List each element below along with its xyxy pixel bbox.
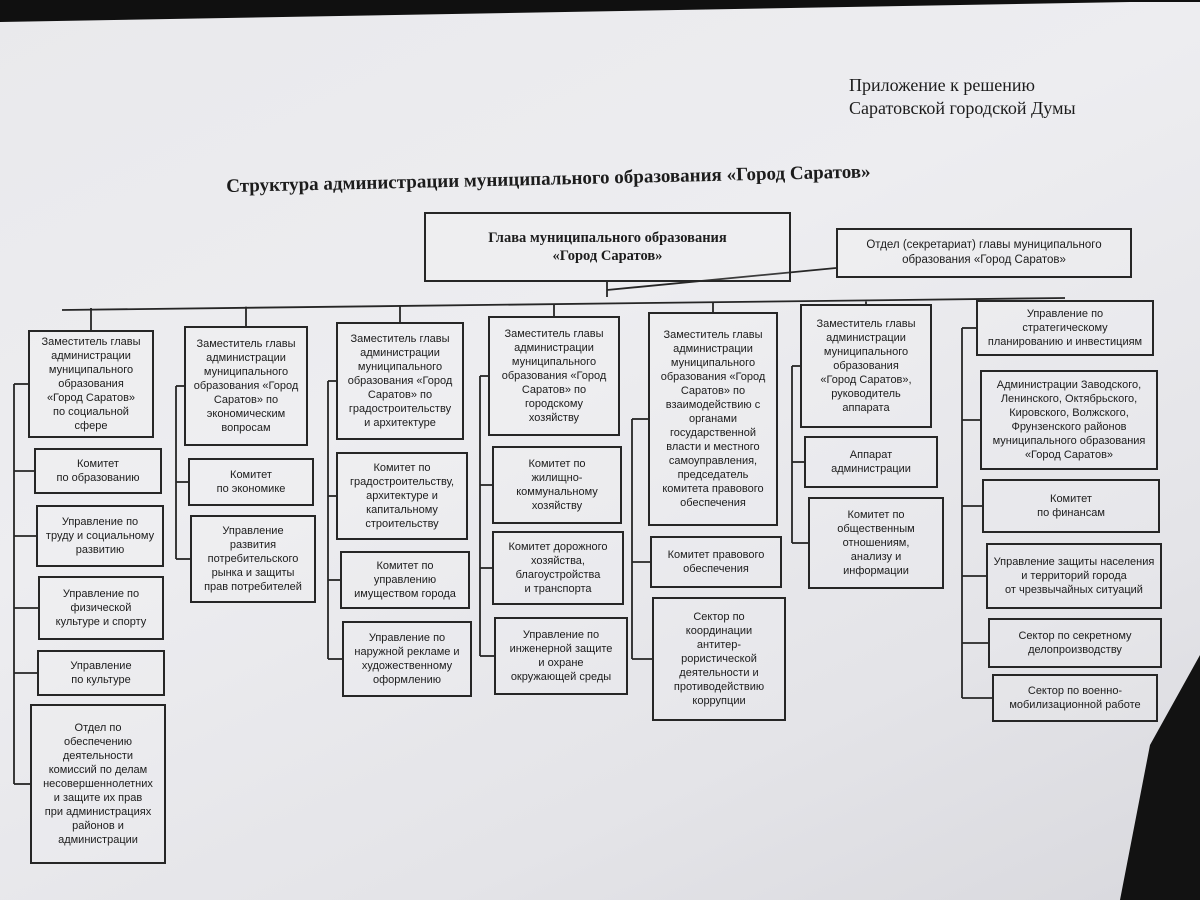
box-text-line: обеспечению	[64, 736, 132, 748]
box-text-line: Сектор по военно-	[1027, 685, 1123, 697]
deputy-box-6	[800, 304, 932, 428]
box-text-line: коммунальному	[516, 486, 598, 498]
head-line-1: Глава муниципального образования	[488, 230, 727, 246]
box-text-line: деятельности	[62, 750, 134, 762]
box-text-line: Кировского, Волжского,	[1009, 407, 1129, 419]
box-text-line: окружающей среды	[510, 671, 612, 683]
box-text-line: общественным	[837, 523, 915, 535]
box-text-line: аппарата	[842, 402, 890, 414]
deputy-box-5	[648, 312, 778, 526]
box-text-line: по образованию	[56, 472, 140, 484]
deputy-box-2	[184, 326, 308, 446]
document-title: Структура администрации муниципального образования «Город Саратов»	[226, 161, 871, 197]
box-text-line: администрации	[58, 834, 138, 846]
box-text-line: председатель	[677, 469, 749, 481]
box-text-line: «Город Саратов»	[46, 392, 136, 404]
box-text-line: информации	[843, 565, 909, 577]
box-text-line: органами	[688, 413, 737, 425]
deputy-box-1	[28, 330, 154, 438]
box-text-line: Заместитель главы	[41, 336, 141, 348]
box-text-line: Сектор по	[693, 611, 745, 623]
box-text-line: обеспечения	[683, 563, 749, 575]
box-text-line: обеспечения	[680, 497, 746, 509]
box-text-line: «Город Саратов»,	[820, 374, 912, 386]
unit-box-6-1	[804, 436, 938, 488]
box-text-line: Администрации Заводского,	[996, 379, 1142, 391]
box-text-line: муниципального	[357, 361, 443, 373]
box-text-line: капитальному	[366, 504, 438, 516]
unit-box-3-1	[336, 452, 468, 540]
box-text-line: противодействию	[673, 681, 765, 693]
box-text-line: градостроительству	[348, 403, 452, 415]
unit-box-1-3	[38, 576, 164, 640]
box-text-line: градостроительству,	[349, 476, 455, 488]
unit-box-2-2	[190, 515, 316, 603]
unit-box-7-3	[986, 543, 1162, 609]
box-text-line: потребительского	[207, 553, 299, 565]
box-text-line: Фрунзенского районов	[1011, 421, 1127, 433]
box-text-line: экономическим	[206, 408, 286, 420]
box-text-line: Комитет	[77, 458, 119, 470]
box-text-line: и транспорта	[524, 583, 592, 595]
box-text-line: муниципального	[823, 346, 909, 358]
unit-box-1-5	[30, 704, 166, 864]
unit-box-4-3	[494, 617, 628, 695]
box-text-line: «Город Саратов»	[1024, 449, 1114, 461]
box-text-line: руководитель	[831, 388, 901, 400]
box-text-line: и защите их прав	[53, 792, 143, 804]
box-text-line: муниципального	[48, 364, 134, 376]
box-text-line: Управление по	[1026, 308, 1104, 320]
box-text-line: власти и местного	[666, 441, 760, 453]
box-text-line: Заместитель главы	[350, 333, 450, 345]
box-text-line: несовершеннолетних	[43, 778, 153, 790]
box-text-line: образования «Город	[660, 371, 766, 383]
box-text-line: антитер-	[696, 639, 742, 651]
unit-box-7-1	[980, 370, 1158, 470]
unit-box-7-5	[992, 674, 1158, 722]
box-text-line: и территорий города	[1021, 570, 1127, 582]
box-text-line: Заместитель главы	[196, 338, 296, 350]
box-text-line: Заместитель главы	[816, 318, 916, 330]
appendix-line-2: Саратовской городской Думы	[849, 98, 1076, 118]
box-text-line: взаимодействию с	[665, 399, 761, 411]
box-text-line: Ленинского, Октябрьского,	[1000, 393, 1138, 405]
unit-box-4-2	[492, 531, 624, 605]
box-text-line: анализу и	[850, 551, 902, 563]
box-text-line: благоустройства	[515, 569, 601, 581]
secretariat-line-1: Отдел (секретариат) главы муниципального	[866, 239, 1102, 251]
secretariat-line-2: образования «Город Саратов»	[902, 254, 1066, 266]
box-text-line: делопроизводству	[1028, 644, 1122, 656]
box-text-line: от чрезвычайных ситуаций	[1005, 584, 1143, 596]
box-text-line: рористической	[681, 653, 757, 665]
box-text-line: развитию	[75, 544, 125, 556]
unit-box-6-2	[808, 497, 944, 589]
unit-box-1-1	[34, 448, 162, 494]
box-text-line: Управление	[222, 525, 284, 537]
box-text-line: Комитет	[230, 469, 272, 481]
box-text-line: образования	[833, 360, 899, 372]
box-text-line: Комитет	[1050, 493, 1092, 505]
box-text-line: отношениям,	[842, 537, 910, 549]
box-text-line: городскому	[524, 398, 584, 410]
box-text-line: Сектор по секретному	[1018, 630, 1132, 642]
box-text-line: самоуправления,	[668, 455, 758, 467]
box-text-line: муниципального образования	[992, 435, 1146, 447]
box-text-line: администрации	[360, 347, 440, 359]
head-line-2: «Город Саратов»	[552, 248, 663, 264]
box-text-line: администрации	[206, 352, 286, 364]
box-text-line: физической	[70, 602, 132, 614]
box-text-line: Управление по	[61, 516, 139, 528]
unit-box-5-2	[652, 597, 786, 721]
box-text-line: рынка и защиты	[211, 567, 295, 579]
box-text-line: Саратов» по	[521, 384, 587, 396]
box-text-line: жилищно-	[531, 472, 583, 484]
box-text-line: образования «Город	[193, 380, 299, 392]
unit-box-2-1	[188, 458, 314, 506]
box-text-line: Саратов» по	[680, 385, 746, 397]
box-text-line: оформлению	[373, 674, 441, 686]
box-text-line: по социальной	[53, 406, 129, 418]
box-text-line: Комитет по	[373, 462, 431, 474]
box-text-line: инженерной защите	[509, 643, 613, 655]
box-text-line: администрации	[51, 350, 131, 362]
box-text-line: при администрациях	[44, 806, 152, 818]
box-text-line: и охране	[538, 657, 584, 669]
unit-box-7-4	[988, 618, 1162, 668]
box-text-line: коррупции	[692, 695, 746, 707]
box-text-line: Аппарат	[849, 449, 893, 461]
secretariat-box	[836, 228, 1132, 278]
box-text-line: Саратов» по	[213, 394, 279, 406]
box-text-line: управлению	[373, 574, 437, 586]
box-text-line: администрации	[826, 332, 906, 344]
box-text-line: комитета правового	[662, 483, 764, 495]
box-text-line: муниципального	[203, 366, 289, 378]
box-text-line: Комитет по	[528, 458, 586, 470]
unit-box-5-1	[650, 536, 782, 588]
appendix-line-1: Приложение к решению	[849, 75, 1035, 95]
unit-box-4-1	[492, 446, 622, 524]
unit-box-1-2	[36, 505, 164, 567]
box-text-line: государственной	[670, 427, 756, 439]
deputy-box-7	[976, 300, 1154, 356]
deputy-box-3	[336, 322, 464, 440]
box-text-line: хозяйству	[531, 500, 583, 512]
box-text-line: комиссий по делам	[48, 764, 148, 776]
box-text-line: сфере	[74, 420, 108, 432]
unit-box-1-4	[37, 650, 165, 696]
unit-box-7-2	[982, 479, 1160, 533]
box-text-line: хозяйства,	[531, 555, 585, 567]
box-text-line: культуре и спорту	[55, 616, 147, 628]
box-text-line: Комитет по	[376, 560, 434, 572]
box-text-line: Заместитель главы	[663, 329, 763, 341]
box-text-line: районов и	[72, 820, 124, 832]
box-text-line: Управление	[70, 660, 132, 672]
box-text-line: вопросам	[221, 422, 271, 434]
box-text-line: образования «Город	[347, 375, 453, 387]
box-text-line: муниципального	[670, 357, 756, 369]
unit-box-3-2	[340, 551, 470, 609]
box-text-line: по финансам	[1037, 507, 1105, 519]
box-text-line: координации	[685, 625, 753, 637]
box-text-line: наружной рекламе и	[354, 646, 460, 658]
box-text-line: по культуре	[71, 674, 131, 686]
box-text-line: администрации	[673, 343, 753, 355]
box-text-line: Управление по	[522, 629, 600, 641]
box-text-line: планированию и инвестициям	[987, 336, 1143, 348]
deputy-box-4	[488, 316, 620, 436]
box-text-line: Управление по	[62, 588, 140, 600]
unit-box-3-3	[342, 621, 472, 697]
box-text-line: муниципального	[511, 356, 597, 368]
box-text-line: и архитектуре	[364, 417, 436, 429]
box-text-line: Заместитель главы	[504, 328, 604, 340]
box-text-line: стратегическому	[1022, 322, 1108, 334]
box-text-line: мобилизационной работе	[1009, 699, 1141, 711]
box-text-line: имуществом города	[354, 588, 456, 600]
box-text-line: Комитет по	[847, 509, 905, 521]
box-text-line: деятельности и	[679, 667, 759, 679]
box-text-line: администрации	[514, 342, 594, 354]
box-text-line: по экономике	[216, 483, 286, 495]
box-text-line: Управление защиты населения	[993, 556, 1155, 568]
box-text-line: развития	[229, 539, 277, 551]
box-text-line: администрации	[831, 463, 911, 475]
box-text-line: Управление по	[368, 632, 446, 644]
box-text-line: хозяйству	[528, 412, 580, 424]
box-text-line: образования «Город	[501, 370, 607, 382]
box-text-line: строительству	[365, 518, 439, 530]
box-text-line: Комитет правового	[667, 549, 765, 561]
box-text-line: образования	[58, 378, 124, 390]
box-text-line: прав потребителей	[204, 581, 302, 593]
box-text-line: Отдел по	[74, 722, 122, 734]
box-text-line: Комитет дорожного	[508, 541, 608, 553]
box-text-line: архитектуре и	[366, 490, 438, 502]
box-text-line: труду и социальному	[45, 530, 155, 542]
box-text-line: Саратов» по	[367, 389, 433, 401]
head-box	[424, 212, 791, 282]
box-text-line: художественному	[361, 660, 453, 672]
